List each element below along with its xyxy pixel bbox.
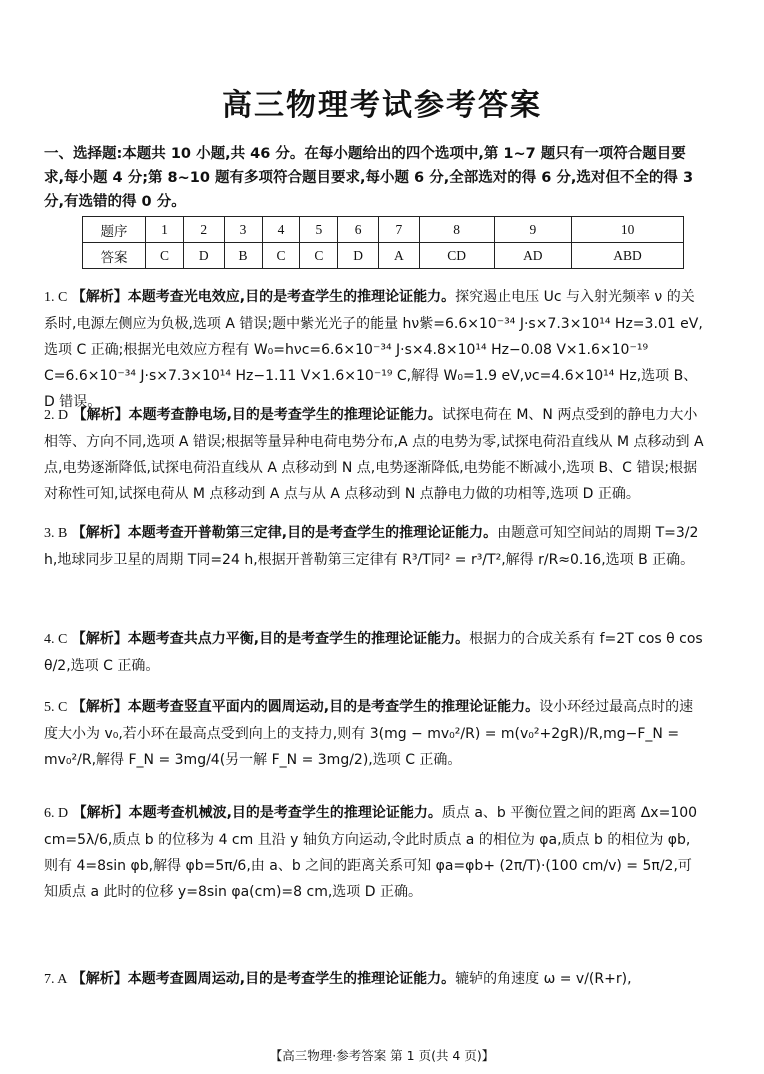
table-cell: 10 <box>572 217 684 243</box>
analysis-tag: 【解析】 <box>72 805 129 821</box>
table-cell: 5 <box>300 217 338 243</box>
analysis-tag: 【解析】 <box>71 631 128 647</box>
item-number: 4. C <box>44 632 68 647</box>
table-row <box>83 243 684 269</box>
item-body: 由题意可知空间站的周期 T=3/2 h,地球同步卫星的周期 T同=24 h,根据开普勒第三定律有 R³/T同² = r³/T²,解得 r/R≈0.16,选项 B 正确。 <box>44 525 699 568</box>
solution-item-4 <box>44 626 704 679</box>
table-cell: 6 <box>338 217 379 243</box>
analysis-tag: 【解析】 <box>71 699 128 715</box>
table-cell: D <box>338 243 379 269</box>
solution-item-1 <box>44 284 704 415</box>
item-number: 5. C <box>44 700 68 715</box>
page-title: 高三物理考试参考答案 <box>222 88 542 123</box>
item-lead: 本题考查光电效应,目的是考查学生的推理论证能力。 <box>127 289 456 305</box>
item-number: 3. B <box>44 526 68 541</box>
item-lead: 本题考查共点力平衡,目的是考查学生的推理论证能力。 <box>127 631 470 647</box>
table-row <box>83 217 684 243</box>
table-cell: D <box>183 243 224 269</box>
item-body: 根据力的合成关系有 f=2T cos θ cos θ/2,选项 C 正确。 <box>44 631 703 674</box>
item-body: 质点 a、b 平衡位置之间的距离 Δx=100 cm=5λ/6,质点 b 的位移为 4 cm 且沿 y 轴负方向运动,令此时质点 a 的相位为 φa,质点 b 的相位为 φb,则有 4=8sin φb,解得 φb=5π/6,由 a、b 之间的距离关系可知 φa=φb+ (2π/T)·(100 cm/v) = 5π/2,可知质点 a 此时的位移 y=8sin φa(cm)=8 cm,选项 D 正确。 <box>44 805 698 900</box>
solution-item-5 <box>44 694 704 773</box>
table-cell: C <box>262 243 300 269</box>
table-cell: CD <box>419 243 494 269</box>
table-cell: AD <box>494 243 572 269</box>
analysis-tag: 【解析】 <box>71 971 128 987</box>
solution-item-2 <box>44 402 704 507</box>
table-cell: C <box>146 243 184 269</box>
table-cell: 7 <box>379 217 420 243</box>
solution-item-3 <box>44 520 704 573</box>
row-label-number: 题序 <box>83 217 146 243</box>
table-cell: 4 <box>262 217 300 243</box>
row-label-answer: 答案 <box>83 243 146 269</box>
item-lead: 本题考查圆周运动,目的是考查学生的推理论证能力。 <box>127 971 456 987</box>
table-cell: A <box>379 243 420 269</box>
item-lead: 本题考查机械波,目的是考查学生的推理论证能力。 <box>128 805 442 821</box>
table-cell: 9 <box>494 217 572 243</box>
item-body: 设小环经过最高点时的速度大小为 v₀,若小环在最高点受到向上的支持力,则有 3(mg − mv₀²/R) = m(v₀²+2gR)/R,mg−F_N = mv₀²/R,解得 F_N = 3mg/4(另一解 F_N = 3mg/2),选项 C 正确。 <box>44 699 694 768</box>
page-footer: 【高三物理·参考答案 第 1 页(共 4 页)】 <box>269 1048 495 1063</box>
answer-table <box>82 216 684 269</box>
analysis-tag: 【解析】 <box>71 289 128 305</box>
item-number: 2. D <box>44 408 69 423</box>
solution-item-7 <box>44 966 704 993</box>
table-cell: 8 <box>419 217 494 243</box>
item-number: 7. A <box>44 972 68 987</box>
item-body: 探究遏止电压 Uc 与入射光频率 ν 的关系时,电源左侧应为负极,选项 A 错误;题中紫光光子的能量 hν紫=6.6×10⁻³⁴ J·s×7.3×10¹⁴ Hz=3.01 eV,选项 C 正确;根据光电效应方程有 W₀=hνc=6.6×10⁻³⁴ J·s×4.8×10¹⁴ Hz−0.08 V×1.6×10⁻¹⁹ C=6.6×10⁻³⁴ J·s×7.3×10¹⁴ Hz−1.11 V×1.6×10⁻¹⁹ C,解得 W₀=1.9 eV,νc=4.6×10¹⁴ Hz,选项 B、D 错误。 <box>44 289 703 410</box>
solution-item-6 <box>44 800 704 905</box>
item-number: 1. C <box>44 290 68 305</box>
table-cell: ABD <box>572 243 684 269</box>
table-cell: 1 <box>146 217 184 243</box>
item-body: 试探电荷在 M、N 两点受到的静电力大小相等、方向不同,选项 A 错误;根据等量异种电荷电势分布,A 点的电势为零,试探电荷沿直线从 M 点移动到 A 点,电势逐渐降低,试探电荷沿直线从 A 点移动到 N 点,电势逐渐降低,电势能不断减小,选项 B、C 错误;根据对称性可知,试探电荷从 M 点移动到 A 点与从 A 点移动到 N 点静电力做的功相等,选项 D 正确。 <box>44 407 704 502</box>
section-intro: 一、选择题:本题共 10 小题,共 46 分。在每小题给出的四个选项中,第 1~7 题只有一项符合题目要求,每小题 4 分;第 8~10 题有多项符合题目要求,每小题 6 分,全部选对的得 6 分,选对但不全的得 3 分,有选错的得 0 分。 <box>44 146 694 210</box>
table-cell: 2 <box>183 217 224 243</box>
item-lead: 本题考查静电场,目的是考查学生的推理论证能力。 <box>128 407 442 423</box>
item-number: 6. D <box>44 806 69 821</box>
analysis-tag: 【解析】 <box>71 525 128 541</box>
table-cell: 3 <box>224 217 262 243</box>
item-lead: 本题考查开普勒第三定律,目的是考查学生的推理论证能力。 <box>127 525 498 541</box>
table-cell: C <box>300 243 338 269</box>
item-body: 辘轳的角速度 ω = v/(R+r), <box>455 971 632 987</box>
table-cell: B <box>224 243 262 269</box>
item-lead: 本题考查竖直平面内的圆周运动,目的是考查学生的推理论证能力。 <box>127 699 540 715</box>
analysis-tag: 【解析】 <box>72 407 129 423</box>
